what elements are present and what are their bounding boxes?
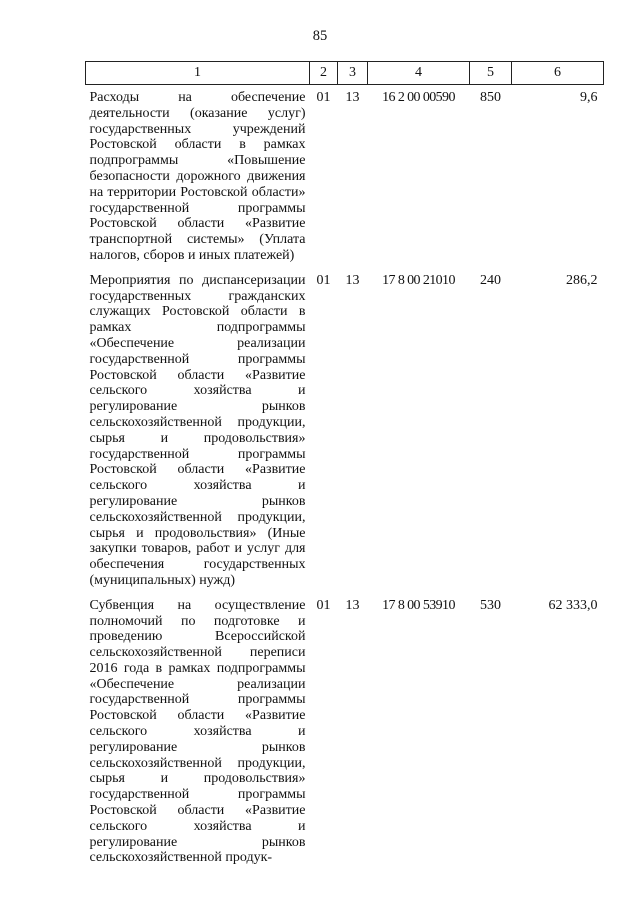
row-section-code: 01: [316, 272, 331, 288]
row-target-article-code: 16 2 00 00590: [382, 90, 455, 105]
row-amount: 9,6: [580, 90, 598, 105]
row-section-code: 01: [316, 90, 331, 105]
table-row: [86, 595, 604, 867]
header-cell-2: 2: [310, 62, 338, 85]
row-description: Субвенция на осуществление полномочий по подготовке и проведению Всероссийской сельскохозяйственной переписи 2016 года в рамках подпрограммы «Обеспечение реализации государственной программы Ростовской области «Развитие сельского хозяйства и регулирование рынков сельскохозяйственной продукции, сырья и продовольствия» государственной программы Ростовской области «Развитие сельского хозяйства и регулирование рынков сельскохозяйственной продук-: [89, 597, 306, 866]
header-cell-6: 6: [512, 62, 604, 85]
row-expense-type-code: 530: [480, 597, 501, 613]
row-target-article-code: 17 8 00 21010: [382, 272, 455, 288]
budget-table: [85, 61, 604, 866]
row-expense-type-code: 850: [480, 90, 501, 105]
page-number: 85: [312, 28, 328, 44]
row-subsection-code: 13: [345, 90, 360, 105]
row-target-article-code: 17 8 00 53910: [382, 597, 455, 613]
row-expense-type-code: 240: [480, 272, 501, 288]
table-row: [86, 270, 604, 589]
row-section-code: 01: [316, 597, 331, 613]
row-subsection-code: 13: [345, 272, 360, 288]
table-header: [86, 62, 604, 85]
row-amount: 62 333,0: [548, 597, 598, 613]
row-description: Мероприятия по диспансеризации государственных гражданских служащих Ростовской области в рамках подпрограммы «Обеспечение реализации государственной программы Ростовской области «Развитие сельского хозяйства и регулирование рынков сельскохозяйственной продукции, сырья и продовольствия» государственной программы Ростовской области «Развитие сельского хозяйства и регулирование рынков сельскохозяйственной продукции, сырья и продовольствия» (Иные закупки товаров, работ и услуг для обеспечения государственных (муниципальных) нужд): [89, 272, 306, 588]
header-cell-3: 3: [338, 62, 368, 85]
row-description: Расходы на обеспечение деятельности (оказание услуг) государственных учреждений Ростовской области в рамках подпрограммы «Повышение безопасности дорожного движения на территории Ростовской области» государственной программы Ростовской области «Развитие транспортной системы» (Уплата налогов, сборов и иных платежей): [89, 90, 306, 263]
row-subsection-code: 13: [345, 597, 360, 613]
header-cell-5: 5: [470, 62, 512, 85]
row-amount: 286,2: [566, 272, 598, 288]
table-row: [86, 85, 604, 264]
header-cell-4: 4: [368, 62, 470, 85]
header-cell-1: 1: [86, 62, 310, 85]
